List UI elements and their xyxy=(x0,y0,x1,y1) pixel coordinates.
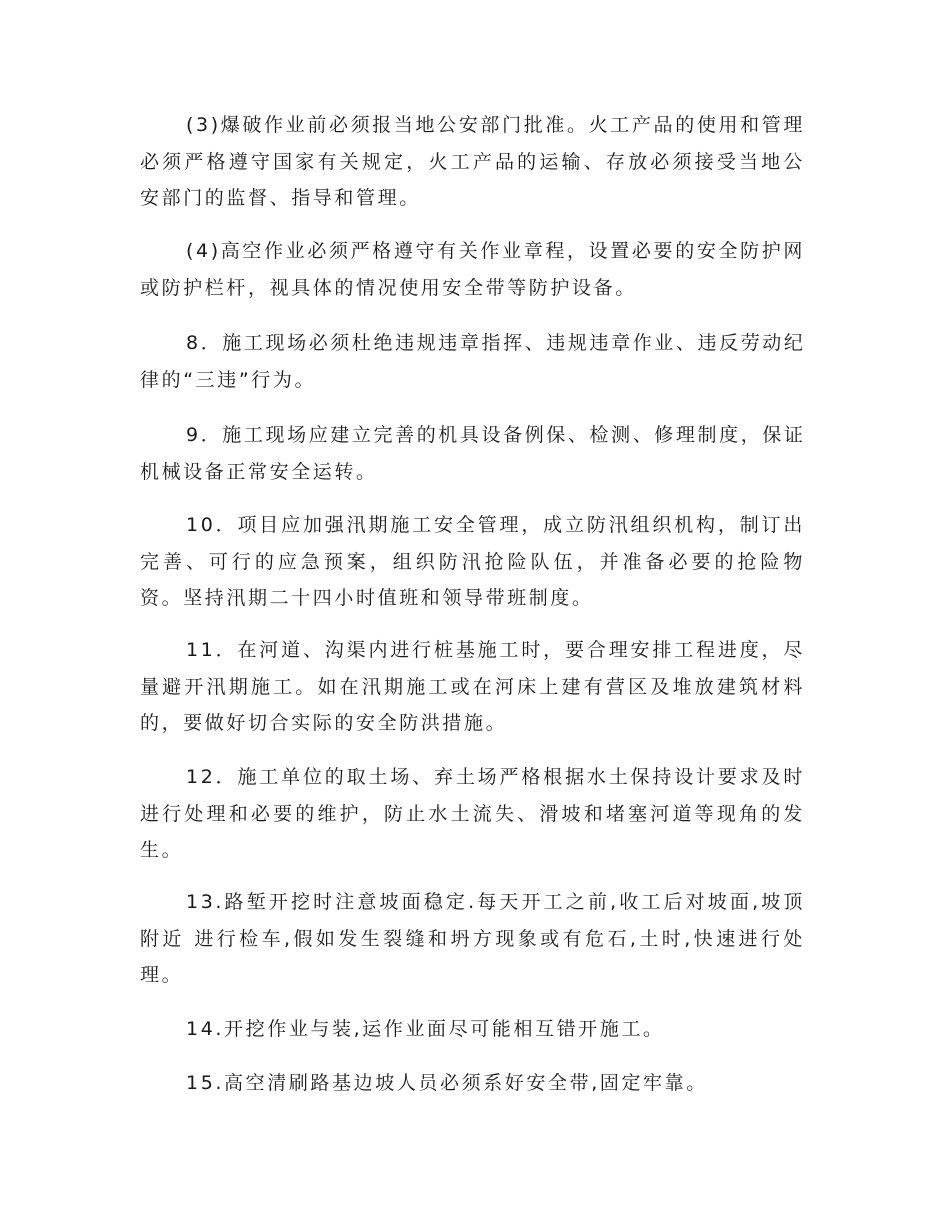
paragraph-line: 9．施工现场应建立完善的机具设备例保、检测、修理制度，保证 xyxy=(186,424,806,446)
paragraph-line: 安部门的监督、指导和管理。 xyxy=(140,187,421,209)
paragraph-line: 进行处理和必要的维护，防止水土流失、滑坡和堵塞河道等现角的发 xyxy=(140,802,805,825)
paragraph-line: 完善、可行的应急预案，组织防汛抢险队伍，并准备必要的抢险物 xyxy=(140,550,805,573)
paragraph-line: (3)爆破作业前必须报当地公安部门批准。火工产品的使用和管理 xyxy=(186,114,805,136)
paragraph-line: 量避开汛期施工。如在汛期施工或在河床上建有营区及堆放建筑材料 xyxy=(140,675,805,698)
paragraph-line: 12．施工单位的取土场、弃土场严格根据水土保持设计要求及时 xyxy=(186,766,805,788)
paragraph-item-10 xyxy=(140,507,805,617)
paragraph-item-15 xyxy=(140,1065,805,1102)
paragraph-item-13 xyxy=(140,884,805,994)
paragraph-item-8 xyxy=(140,325,805,398)
paragraph-line: 10．项目应加强汛期施工安全管理，成立防汛组织机构，制订出 xyxy=(186,514,805,536)
paragraph-line: 资。坚持汛期二十四小时值班和领导带班制度。 xyxy=(140,587,594,609)
paragraph-line: (4)高空作业必须严格遵守有关作业章程，设置必要的安全防护网 xyxy=(186,240,805,262)
paragraph-item-12 xyxy=(140,759,805,869)
paragraph-line: 律的“三违”行为。 xyxy=(140,368,317,391)
paragraph-item-14 xyxy=(140,1011,805,1048)
paragraph-line: 13.路堑开挖时注意坡面稳定.每天开工之前,收工后对坡面,坡顶 xyxy=(186,891,805,913)
paragraph-line: 必须严格遵守国家有关规定，火工产品的运输、存放必须接受当地公 xyxy=(140,150,805,173)
paragraph-line: 15.高空清刷路基边坡人员必须系好安全带,固定牢靠。 xyxy=(186,1072,708,1094)
paragraph-line: 或防护栏杆，视具体的情况使用安全带等防护设备。 xyxy=(140,276,637,299)
paragraph-line: 11．在河道、沟渠内进行桩基施工时，要合理安排工程进度，尽 xyxy=(186,639,805,661)
paragraph-line: 理。 xyxy=(140,964,184,986)
paragraph-item-9 xyxy=(140,417,805,490)
paragraph-line: 14.开挖作业与装,运作业面尽可能相互错开施工。 xyxy=(186,1018,665,1040)
paragraph-high-altitude xyxy=(140,233,805,306)
paragraph-line: 附近 进行检车,假如发生裂缝和坍方现象或有危石,土时,快速进行处 xyxy=(140,927,805,950)
paragraph-item-11 xyxy=(140,632,805,742)
paragraph-line: 8．施工现场必须杜绝违规违章指挥、违规违章作业、违反劳动纪 xyxy=(186,332,806,354)
paragraph-line: 的，要做好切合实际的安全防洪措施。 xyxy=(140,712,508,734)
paragraph-line: 机械设备正常安全运转。 xyxy=(140,460,378,483)
paragraph-blasting xyxy=(140,107,805,217)
paragraph-line: 生。 xyxy=(140,839,184,861)
